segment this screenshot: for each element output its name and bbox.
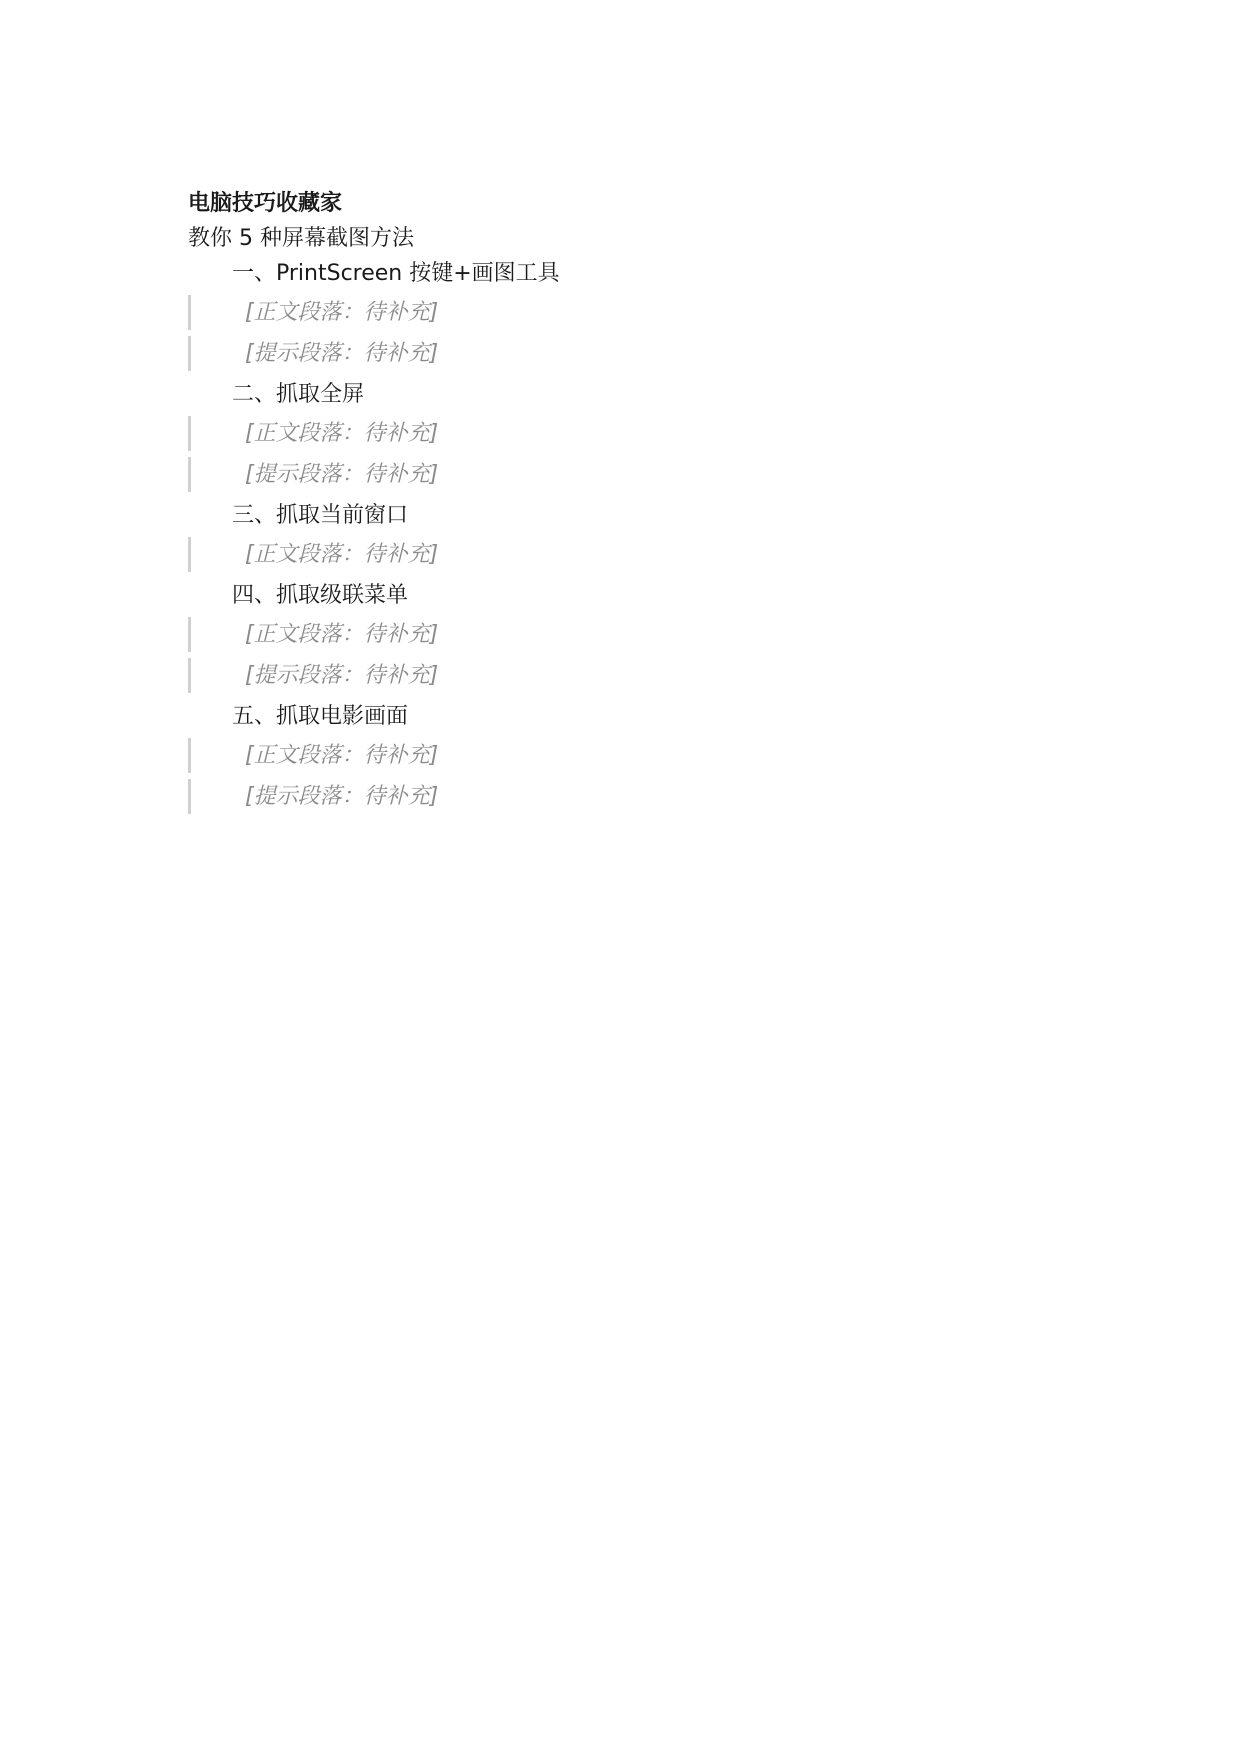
document-section <box>188 377 1050 492</box>
section-list <box>188 256 1050 814</box>
document-section <box>188 498 1050 572</box>
document-section <box>188 578 1050 693</box>
document-section <box>188 256 1050 371</box>
document-section <box>188 699 1050 814</box>
section-paragraph: [正文段落：待补充] <box>188 617 1050 652</box>
document-page <box>188 186 1050 820</box>
section-title: 三、抓取当前窗口 <box>232 503 409 528</box>
section-paragraph: [提示段落：待补充] <box>188 336 1050 371</box>
section-paragraph: [正文段落：待补充] <box>188 295 1050 330</box>
section-paragraph: [正文段落：待补充] <box>188 738 1050 773</box>
section-paragraph: [正文段落：待补充] <box>188 537 1050 572</box>
document-title: 教你 5 种屏幕截图方法 <box>188 226 414 251</box>
section-paragraph: [正文段落：待补充] <box>188 416 1050 451</box>
section-title: 二、抓取全屏 <box>232 382 365 407</box>
section-paragraph: [提示段落：待补充] <box>188 658 1050 693</box>
section-title: 五、抓取电影画面 <box>232 704 409 729</box>
document-heading: 电脑技巧收藏家 <box>188 191 343 216</box>
section-paragraph: [提示段落：待补充] <box>188 779 1050 814</box>
section-paragraph: [提示段落：待补充] <box>188 457 1050 492</box>
section-title: 一、PrintScreen 按键+画图工具 <box>232 261 560 286</box>
section-title: 四、抓取级联菜单 <box>232 583 409 608</box>
